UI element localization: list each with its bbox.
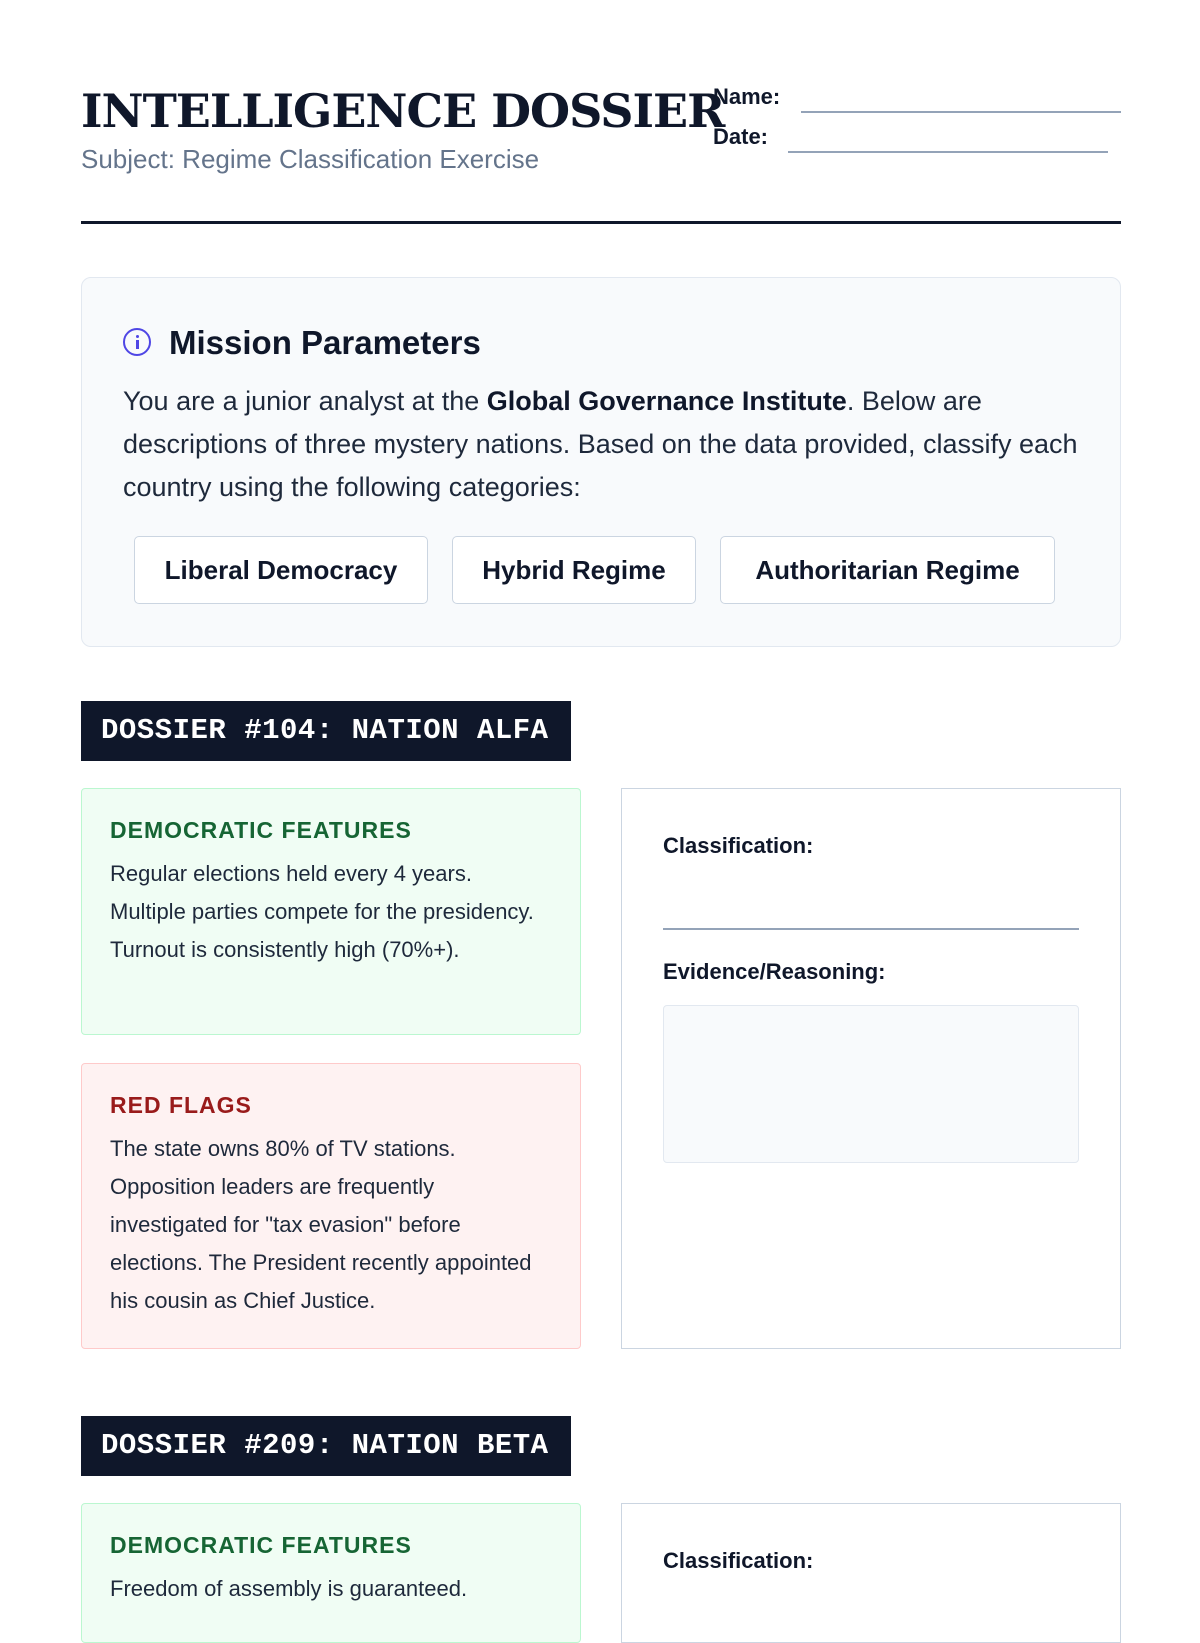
date-row	[713, 124, 1121, 164]
mission-title: Mission Parameters	[169, 324, 481, 361]
date-field[interactable]	[788, 151, 1108, 153]
document-title: INTELLIGENCE DOSSIER	[81, 84, 725, 138]
mission-text-intro: You are a junior analyst at the	[123, 386, 487, 416]
red-flags-text: The state owns 80% of TV stations. Opposition leaders are frequently investigated for "tax evasion" before elections. The President recently appointed his cousin as Chief Justice.	[110, 1136, 532, 1313]
classification-label: Classification:	[663, 833, 814, 858]
evidence-label: Evidence/Reasoning:	[663, 959, 886, 984]
category-authoritarian-regime: Authoritarian Regime	[720, 536, 1055, 604]
category-liberal-democracy: Liberal Democracy	[134, 536, 428, 604]
institute-name: Global Governance Institute	[486, 386, 847, 416]
header-divider	[81, 221, 1121, 224]
name-field[interactable]	[801, 111, 1121, 113]
name-row	[713, 84, 1121, 124]
democratic-features-text: Freedom of assembly is guaranteed.	[110, 1576, 468, 1601]
category-hybrid-regime: Hybrid Regime	[452, 536, 696, 604]
dossier-209-tag: DOSSIER #209: NATION BETA	[81, 1416, 571, 1476]
classification-label: Classification:	[663, 1548, 814, 1573]
classification-field[interactable]	[663, 928, 1079, 930]
student-info	[713, 84, 1121, 164]
document-subtitle: Subject: Regime Classification Exercise	[81, 144, 540, 174]
democratic-features-label: DEMOCRATIC FEATURES	[110, 817, 412, 843]
dossier-104-answer-panel	[621, 788, 1121, 1349]
name-label: Name:	[713, 84, 781, 109]
dossier-104-democratic-features	[81, 788, 581, 1035]
mission-text	[123, 380, 1083, 509]
red-flags-label: RED FLAGS	[110, 1092, 252, 1118]
dossier-209-democratic-features	[81, 1503, 581, 1643]
dossier-104-red-flags	[81, 1063, 581, 1349]
democratic-features-label: DEMOCRATIC FEATURES	[110, 1532, 412, 1558]
date-label: Date:	[713, 124, 769, 149]
evidence-textarea[interactable]	[663, 1005, 1079, 1163]
header	[81, 84, 1121, 224]
info-icon	[123, 328, 151, 356]
dossier-104-tag: DOSSIER #104: NATION ALFA	[81, 701, 571, 761]
democratic-features-text: Regular elections held every 4 years. Multiple parties compete for the presidency. Turnout is consistently high (70%+).	[110, 861, 534, 962]
mission-parameters-panel	[81, 277, 1121, 647]
mission-text-body: . Below are descriptions of three mystery nations. Based on the data provided, classify each country using the following categories:	[123, 386, 1078, 502]
dossier-209-answer-panel	[621, 1503, 1121, 1643]
